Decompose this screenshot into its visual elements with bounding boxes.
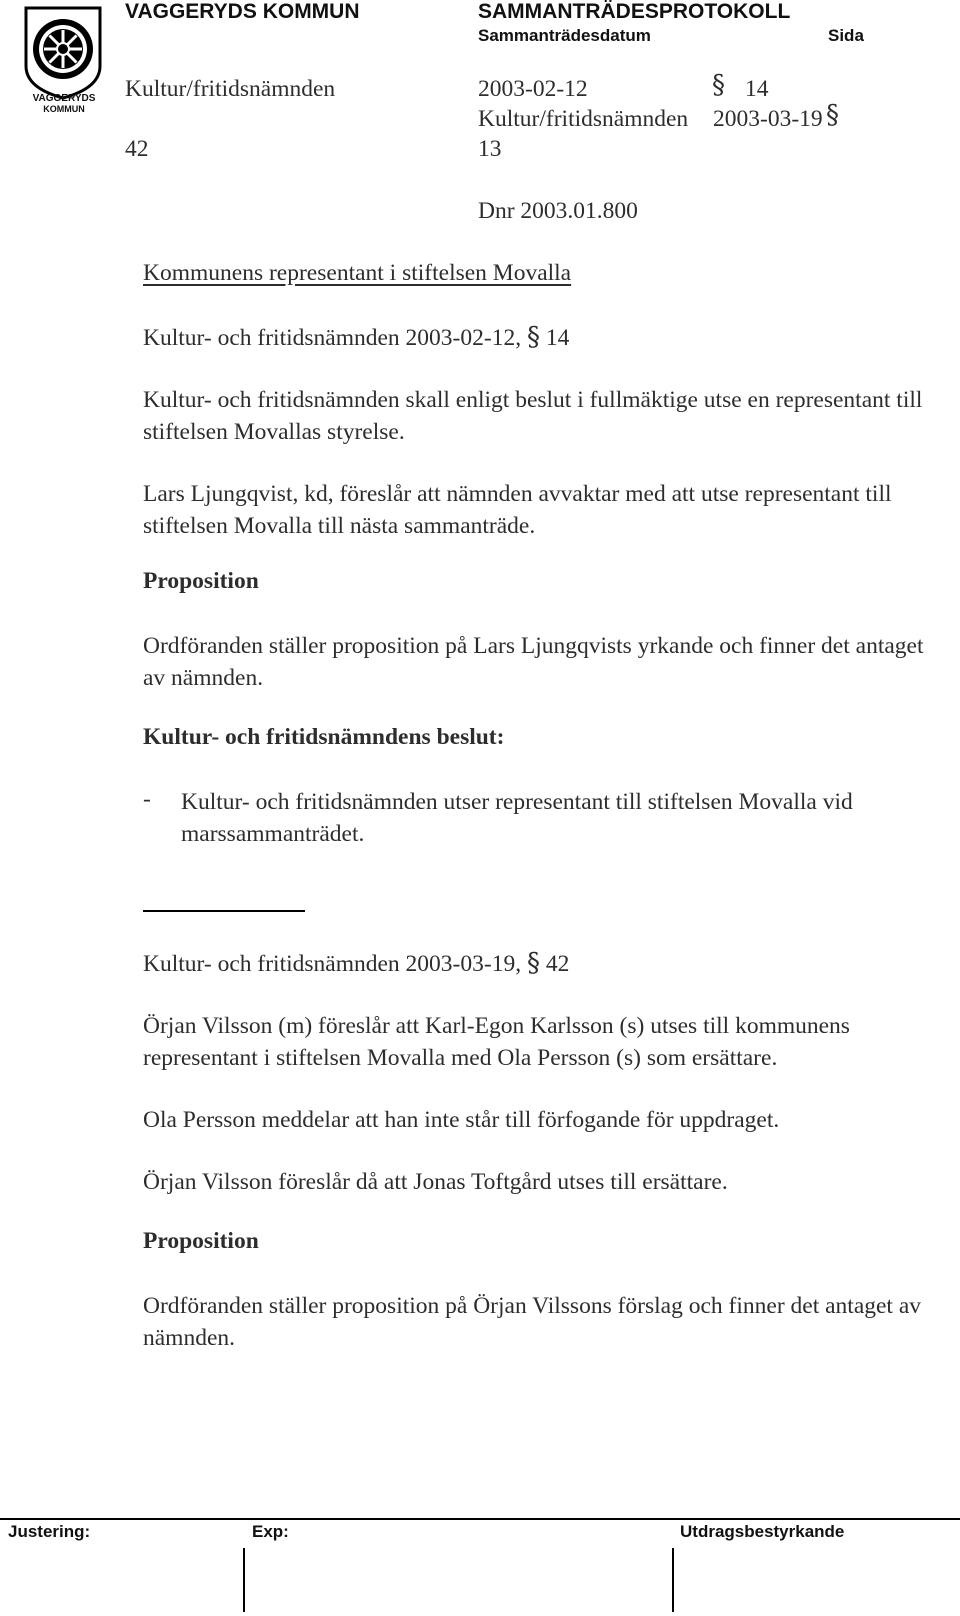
section-sign: § [526, 948, 540, 978]
logo-text-2: KOMMUN [43, 104, 85, 114]
page-label: Sida [828, 26, 864, 45]
section2-proposition-heading: Proposition [143, 1228, 259, 1254]
decision-bullet-dash: - [143, 786, 151, 812]
footer-divider-2 [672, 1548, 674, 1612]
section-number-2: 42 [125, 136, 149, 162]
section1-reference: Kultur- och fritidsnämnden 2003-02-12, § 14 [143, 322, 570, 352]
decision-bullet-text: Kultur- och fritidsnämnden utser representant till stiftelsen Movalla vid marssammanträdet. [181, 789, 853, 847]
diary-number: Dnr 2003.01.800 [478, 198, 638, 224]
board-name-1: Kultur/fritidsnämnden [125, 76, 336, 102]
logo-text-1: VAGGERYDS [32, 93, 96, 104]
section-sign: § [526, 322, 540, 352]
section2-reference: Kultur- och fritidsnämnden 2003-03-19, § 42 [143, 948, 570, 978]
document-type: SAMMANTRÄDESPROTOKOLL [478, 0, 791, 23]
footer-utdrag-label: Utdragsbestyrkande [680, 1522, 845, 1541]
section2-proposition-text: Ordföranden ställer proposition på Örjan Vilssons förslag och finner det antaget av nämnden. [143, 1293, 922, 1351]
section-number-1: 14 [745, 76, 769, 102]
decision-heading: Kultur- och fritidsnämndens beslut: [143, 724, 505, 750]
section1-proposition-text: Ordföranden ställer proposition på Lars Ljungqvists yrkande och finner det antaget av nämnden. [143, 633, 924, 691]
document-title: Kommunens representant i stiftelsen Movalla [143, 260, 572, 286]
section-sign-1: § [712, 70, 725, 100]
section2-paragraph-1: Örjan Vilsson (m) föreslår att Karl-Egon Karlsson (s) utses till kommunens representant i stiftelsen Movalla med Ola Persson (s) som ersättare. [143, 1013, 850, 1071]
section1-paragraph-1: Kultur- och fritidsnämnden skall enligt beslut i fullmäktige utse en representant till stiftelsen Movallas styrelse. [143, 387, 923, 445]
section2-paragraph-2: Ola Persson meddelar att han inte står till förfogande för uppdraget. [143, 1107, 780, 1133]
footer-justering-label: Justering: [8, 1522, 91, 1541]
meeting-date-2: 2003-03-19 [713, 106, 823, 132]
meeting-date-label: Sammanträdesdatum [478, 26, 651, 45]
footer-rule [0, 1518, 960, 1520]
section1-paragraph-2: Lars Ljungqvist, kd, föreslår att nämnden avvaktar med att utse representant till stiftelsen Movalla till nästa sammanträde. [143, 481, 892, 539]
board-name-2: Kultur/fritidsnämnden [478, 106, 689, 132]
municipality-name: VAGGERYDS KOMMUN [125, 0, 360, 23]
meeting-date-1: 2003-02-12 [478, 76, 588, 102]
page-number: 13 [478, 136, 502, 162]
section1-proposition-heading: Proposition [143, 568, 259, 594]
footer-divider-1 [243, 1548, 245, 1612]
section-divider [143, 910, 305, 912]
section-sign-2: § [826, 100, 839, 130]
footer-exp-label: Exp: [252, 1522, 289, 1541]
section2-paragraph-3: Örjan Vilsson föreslår då att Jonas Toftgård utses till ersättare. [143, 1169, 728, 1195]
